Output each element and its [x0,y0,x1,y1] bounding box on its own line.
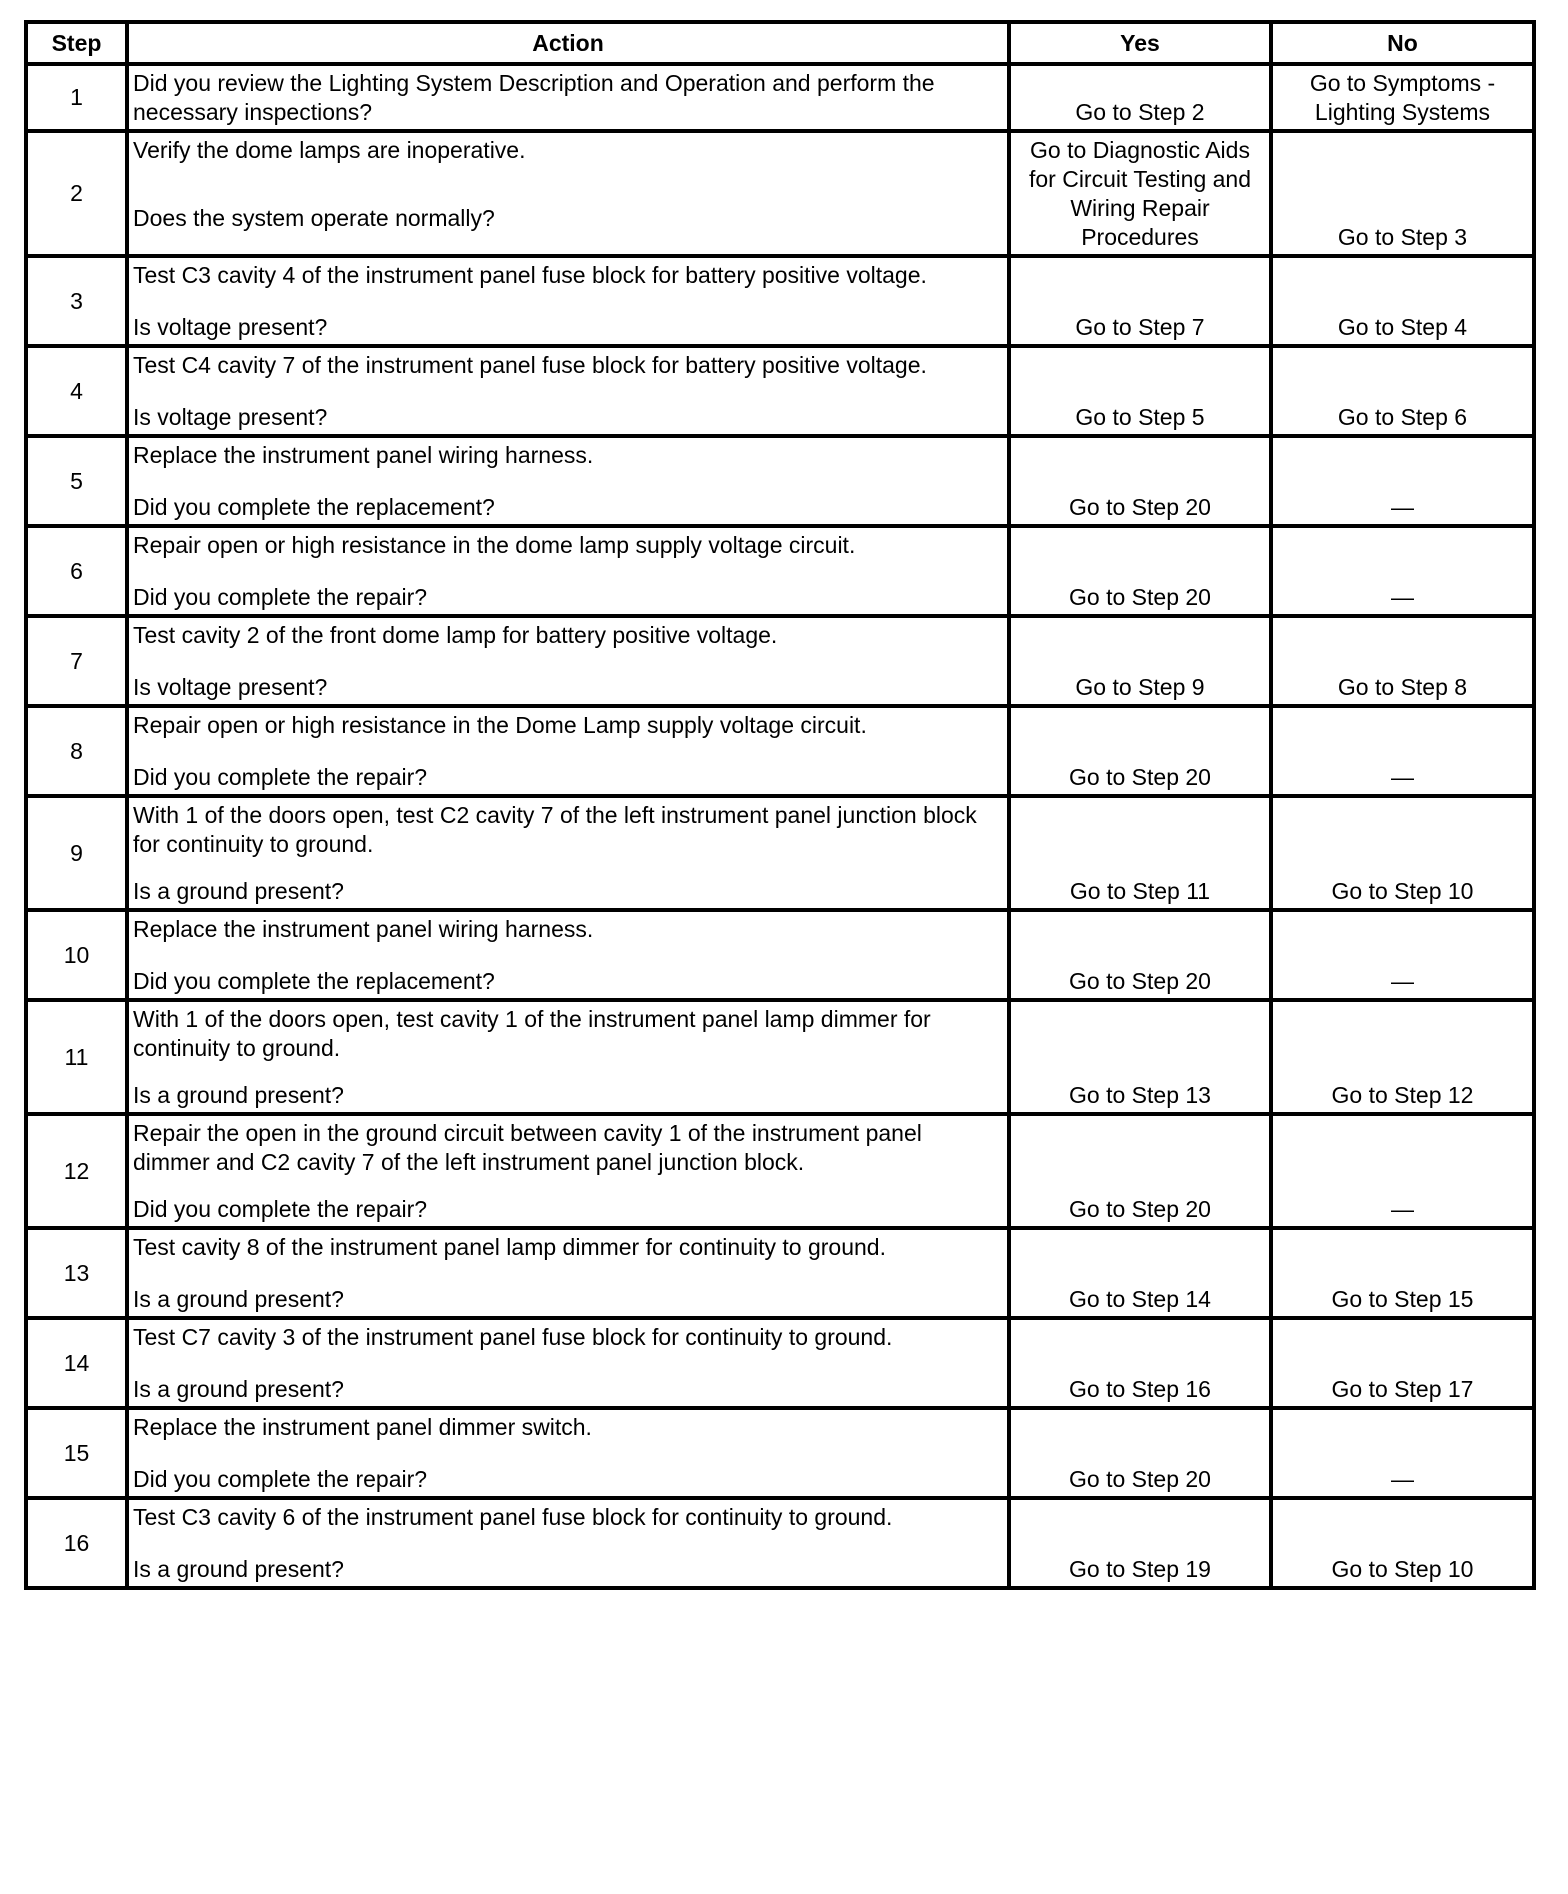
action-cell [127,1114,1009,1228]
table-row [26,346,1534,436]
step-number: 12 [26,1114,127,1228]
no-result: Go to Symptoms - Lighting Systems [1271,64,1534,131]
step-number: 2 [26,131,127,256]
step-number: 11 [26,1000,127,1114]
action-text: Repair the open in the ground circuit between cavity 1 of the instrument panel dimmer and C2 cavity 7 of the left instrument panel junction block. [133,1120,922,1175]
action-cell [127,346,1009,436]
no-result: — [1271,910,1534,1000]
action-text: Test cavity 8 of the instrument panel lamp dimmer for continuity to ground. [133,1234,886,1260]
no-result: — [1271,1114,1534,1228]
action-cell [127,616,1009,706]
action-question: Did you complete the repair? [133,1196,428,1222]
yes-result: Go to Step 19 [1009,1498,1271,1588]
yes-result: Go to Step 20 [1009,436,1271,526]
yes-result: Go to Diagnostic Aids for Circuit Testing and Wiring Repair Procedures [1009,131,1271,256]
action-cell [127,1228,1009,1318]
table-row [26,910,1534,1000]
no-result: Go to Step 15 [1271,1228,1534,1318]
no-result: Go to Step 4 [1271,256,1534,346]
action-cell [127,131,1009,256]
action-question: Does the system operate normally? [133,205,495,231]
yes-result: Go to Step 9 [1009,616,1271,706]
action-cell [127,436,1009,526]
step-number: 14 [26,1318,127,1408]
table-row [26,436,1534,526]
action-question: Did you complete the repair? [133,1466,428,1492]
action-question: Did you complete the replacement? [133,968,495,994]
no-result: Go to Step 17 [1271,1318,1534,1408]
table-row [26,796,1534,910]
no-result: Go to Step 10 [1271,1498,1534,1588]
step-number: 10 [26,910,127,1000]
action-cell [127,1000,1009,1114]
header-no: No [1271,22,1534,64]
no-result: Go to Step 12 [1271,1000,1534,1114]
action-question: Is voltage present? [133,314,328,340]
yes-result: Go to Step 20 [1009,1114,1271,1228]
action-cell [127,64,1009,131]
no-result: Go to Step 8 [1271,616,1534,706]
table-row [26,1498,1534,1588]
table-row [26,131,1534,256]
action-text: Replace the instrument panel wiring harness. [133,916,594,942]
step-number: 13 [26,1228,127,1318]
yes-result: Go to Step 14 [1009,1228,1271,1318]
header-yes: Yes [1009,22,1271,64]
step-number: 5 [26,436,127,526]
table-row [26,616,1534,706]
step-number: 16 [26,1498,127,1588]
action-question: Is a ground present? [133,1286,344,1312]
action-cell [127,1498,1009,1588]
yes-result: Go to Step 5 [1009,346,1271,436]
table-row [26,1228,1534,1318]
table-row [26,1318,1534,1408]
yes-result: Go to Step 2 [1009,64,1271,131]
step-number: 15 [26,1408,127,1498]
diagnostic-table [24,20,1536,1590]
header-row [26,22,1534,64]
action-cell [127,796,1009,910]
action-question: Did you complete the repair? [133,764,428,790]
step-number: 9 [26,796,127,910]
table-row [26,526,1534,616]
action-text: Test C4 cavity 7 of the instrument panel fuse block for battery positive voltage. [133,352,927,378]
yes-result: Go to Step 20 [1009,1408,1271,1498]
action-text: Test cavity 2 of the front dome lamp for battery positive voltage. [133,622,778,648]
no-result: — [1271,526,1534,616]
action-cell [127,256,1009,346]
action-question: Is voltage present? [133,404,328,430]
action-text: With 1 of the doors open, test cavity 1 of the instrument panel lamp dimmer for continuity to ground. [133,1006,931,1061]
action-text: Test C7 cavity 3 of the instrument panel fuse block for continuity to ground. [133,1324,893,1350]
action-text: Repair open or high resistance in the Dome Lamp supply voltage circuit. [133,712,867,738]
action-cell [127,910,1009,1000]
no-result: Go to Step 10 [1271,796,1534,910]
action-question: Is a ground present? [133,1376,344,1402]
yes-result: Go to Step 11 [1009,796,1271,910]
header-step: Step [26,22,127,64]
action-cell [127,706,1009,796]
yes-result: Go to Step 13 [1009,1000,1271,1114]
action-question: Is a ground present? [133,878,344,904]
action-question: Did you complete the repair? [133,584,428,610]
action-text: Replace the instrument panel dimmer switch. [133,1414,592,1440]
table-row [26,1000,1534,1114]
action-question: Did you complete the replacement? [133,494,495,520]
table-row [26,1114,1534,1228]
action-text: Replace the instrument panel wiring harness. [133,442,594,468]
no-result: Go to Step 3 [1271,131,1534,256]
action-question: Is a ground present? [133,1082,344,1108]
action-question: Is a ground present? [133,1556,344,1582]
action-text: Test C3 cavity 6 of the instrument panel fuse block for continuity to ground. [133,1504,893,1530]
table-row [26,256,1534,346]
step-number: 4 [26,346,127,436]
no-result: — [1271,1408,1534,1498]
yes-result: Go to Step 20 [1009,526,1271,616]
step-number: 3 [26,256,127,346]
table-row [26,1408,1534,1498]
action-cell [127,526,1009,616]
yes-result: Go to Step 20 [1009,706,1271,796]
yes-result: Go to Step 20 [1009,910,1271,1000]
yes-result: Go to Step 16 [1009,1318,1271,1408]
action-text: Verify the dome lamps are inoperative. [133,137,526,163]
action-cell [127,1318,1009,1408]
yes-result: Go to Step 7 [1009,256,1271,346]
step-number: 7 [26,616,127,706]
no-result: — [1271,706,1534,796]
action-question: Is voltage present? [133,674,328,700]
table-row [26,706,1534,796]
action-cell [127,1408,1009,1498]
no-result: — [1271,436,1534,526]
action-text: Did you review the Lighting System Description and Operation and perform the necessary inspections? [133,70,935,125]
step-number: 1 [26,64,127,131]
action-text: With 1 of the doors open, test C2 cavity 7 of the left instrument panel junction block for continuity to ground. [133,802,977,857]
step-number: 8 [26,706,127,796]
action-text: Test C3 cavity 4 of the instrument panel fuse block for battery positive voltage. [133,262,927,288]
action-text: Repair open or high resistance in the dome lamp supply voltage circuit. [133,532,856,558]
table-row [26,64,1534,131]
no-result: Go to Step 6 [1271,346,1534,436]
header-action: Action [127,22,1009,64]
step-number: 6 [26,526,127,616]
